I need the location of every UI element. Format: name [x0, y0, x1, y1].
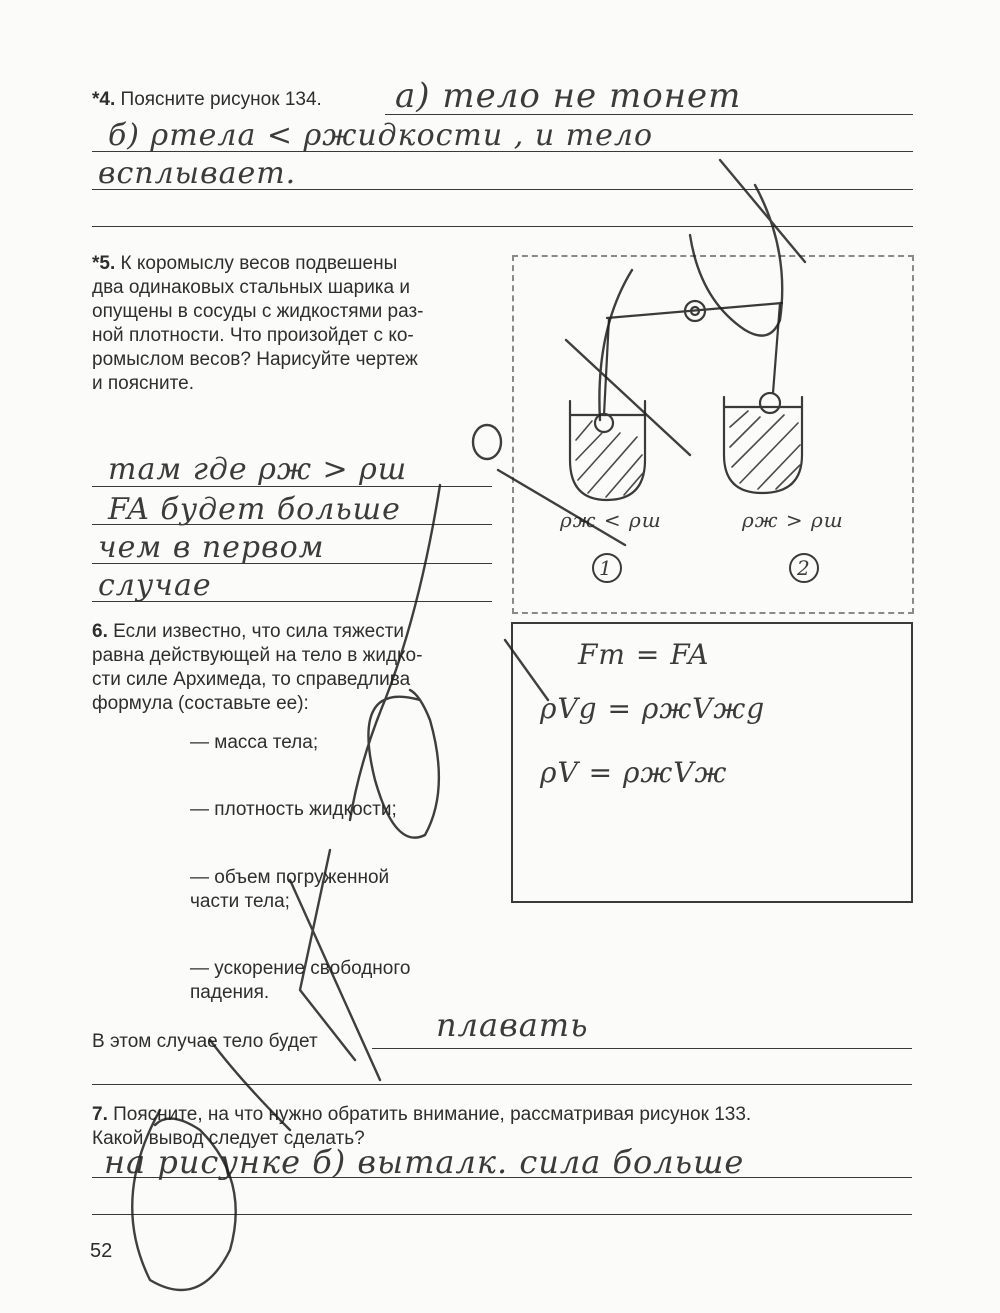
q5-answer-line-2: FA будет больше [108, 492, 401, 527]
q7-number: 7. [92, 1104, 108, 1125]
scribble-o-small [473, 425, 501, 459]
right-string [773, 303, 780, 393]
page-number: 52 [90, 1240, 113, 1262]
q6-item-gravity: — ускорение свободного падения. [190, 958, 411, 1003]
left-string [604, 318, 609, 415]
q5-num-right: 2 [797, 556, 811, 580]
q7-prompt-line: 7. Поясните, на что нужно обратить внимание, рассматривая рисунок 133. [92, 1104, 752, 1125]
q6-conclusion-prompt: В этом случае тело будет [92, 1031, 318, 1052]
q6-conclusion-answer: плавать [436, 1006, 589, 1044]
q6-prompt [92, 620, 497, 716]
q6-prompt-line: формула (составьте ее): [92, 693, 309, 714]
q4-answer-line-2: б) ρтела < ρжидкости , и тело [108, 118, 654, 153]
q5-answer-line-1: там где ρж > ρш [108, 452, 408, 487]
q4-prompt [92, 88, 322, 112]
q6-formula-line-1: Fт = FA [578, 638, 710, 671]
q7-line-2 [92, 1214, 912, 1215]
q5-answer-line-3: чем в первом [98, 530, 325, 565]
q5-answer-line-4: случае [98, 568, 212, 603]
q6-formula-line-2: ρVg = ρжVжg [540, 692, 766, 725]
q6-formula-line-3: ρV = ρжVж [540, 756, 728, 789]
q6-number: 6. [92, 621, 108, 642]
left-ball [595, 414, 613, 432]
q4-prompt-text: Поясните рисунок 134. [120, 89, 322, 110]
right-ball [760, 393, 780, 413]
q6-prompt-line: 6. Если известно, что сила тяжести [92, 621, 405, 642]
q5-prompt-line: *5. К коромыслу весов подвешены [92, 253, 398, 274]
q6-item-volume: — объем погруженной части тела; [190, 867, 390, 912]
q4-answer-line-3: всплывает. [98, 156, 297, 191]
scale-drawing [512, 255, 912, 612]
q5-prompt-line: ромыслом весов? Нарисуйте чертеж [92, 349, 418, 370]
q5-label-left: ρж < ρш [560, 508, 662, 532]
q5-prompt-line: ной плотности. Что произойдет с ко- [92, 325, 414, 346]
q4-answer-line-1: а) тело не тонет [395, 76, 742, 116]
q5-prompt-line: опущены в сосуды с жидкостями раз- [92, 301, 424, 322]
q6-conclusion-line [372, 1048, 912, 1049]
q6-item-density: — плотность жидкости; [190, 799, 397, 820]
q5-label-right: ρж > ρш [742, 508, 844, 532]
q7-prompt-line: Какой вывод следует сделать? [92, 1128, 365, 1149]
q6-item-mass: — масса тела; [190, 732, 319, 753]
q6-prompt-line: сти силе Архимеда, то справедлива [92, 669, 411, 690]
q6-extra-line [92, 1084, 912, 1085]
q5-prompt-line: и поясните. [92, 373, 194, 394]
q5-number: *5. [92, 253, 116, 274]
q6-prompt-line: равна действующей на тело в жидко- [92, 645, 423, 666]
q7-answer: на рисунке б) выталк. сила больше [104, 1143, 745, 1181]
q5-prompt [92, 252, 497, 396]
q4-line-4 [92, 226, 913, 227]
q5-num-left: 1 [599, 556, 613, 580]
q4-number: *4. [92, 89, 116, 110]
q5-prompt-line: два одинаковых стальных шарика и [92, 277, 410, 298]
